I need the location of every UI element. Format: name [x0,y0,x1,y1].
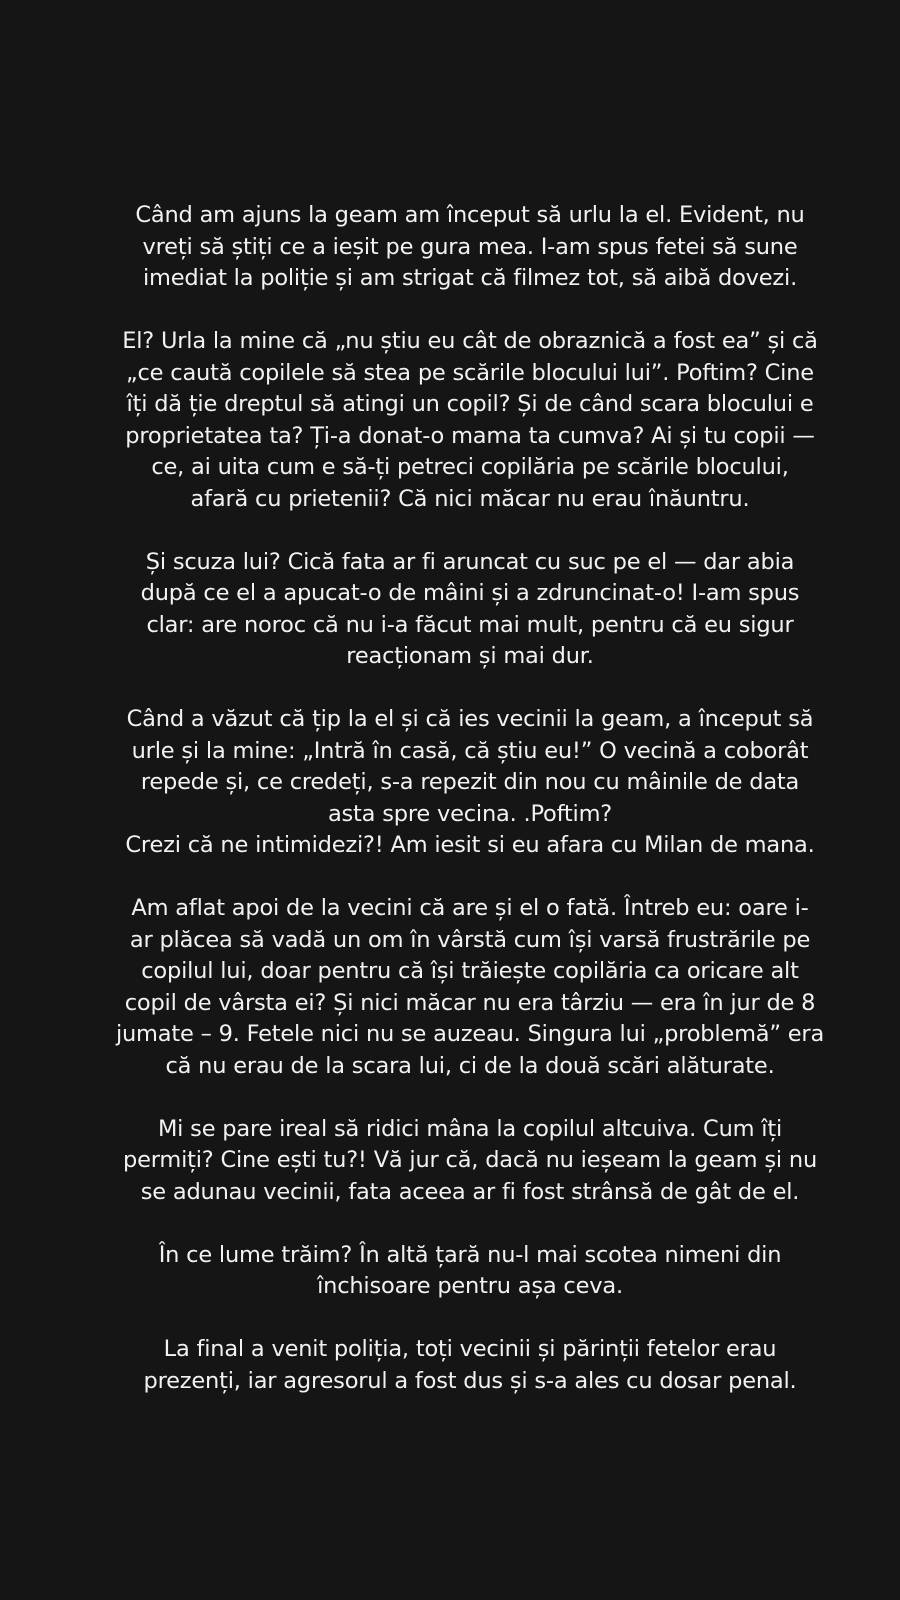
text-line: reacționam și mai dur. [346,643,594,669]
text-line: ce, ai uita cum e să-ți petreci copilăria pe scările blocului, [151,454,789,480]
text-line: clar: are noroc că nu i-a făcut mai mult, pentru că eu sigur [146,611,794,638]
text-line: închisoare pentru așa ceva. [317,1273,623,1299]
text-line: Când am ajuns la geam am început să urlu la el. Evident, nu [135,202,805,228]
paragraph-6 [80,1114,860,1209]
paragraph-7 [80,1240,860,1303]
text-line: Când a văzut că țip la el și că ies vecinii la geam, a început să [126,706,814,732]
paragraph-4 [80,704,860,862]
text-line: vreți să știți ce a ieșit pe gura mea. I-am spus fetei să sune [142,233,798,260]
text-line: ar plăcea să vadă un om în vârstă cum își varsă frustrările pe [129,926,811,953]
text-line: În ce lume trăim? În altă țară nu-l mai scotea nimeni din [158,1241,782,1268]
text-line: El? Urla la mine că „nu știu eu cât de obraznică a fost ea” și că [122,328,818,354]
text-line: jumate – 9. Fetele nici nu se auzeau. Singura lui „problemă” era [115,1021,825,1047]
text-line: copilul lui, doar pentru că își trăiește copilăria ca oricare alt [141,958,799,984]
text-line: se adunau vecinii, fata aceea ar fi fost strânsă de gât de el. [140,1178,800,1205]
text-line: Crezi că ne intimidezi?! Am iesit si eu afara cu Milan de mana. [125,832,815,858]
text-line: proprietatea ta? Ți-a donat-o mama ta cumva? Ai și tu copii — [125,422,815,449]
text-line: prezenți, iar agresorul a fost dus și s-a ales cu dosar penal. [143,1367,797,1394]
text-line: „ce caută copilele să stea pe scările blocului lui”. Poftim? Cine [126,359,814,386]
text-line: La final a venit poliția, toți vecinii și părinții fetelor erau [163,1336,777,1362]
text-line: îți dă ție dreptul să atingi un copil? Și de când scara blocului e [126,391,814,417]
text-line: copil de vârsta ei? Și nici măcar nu era târziu — era în jur de 8 [124,989,816,1016]
text-line: afară cu prietenii? Că nici măcar nu erau înăuntru. [190,485,750,512]
text-line: permiți? Cine ești tu?! Vă jur că, dacă nu ieșeam la geam și nu [122,1147,818,1173]
text-line: urle și la mine: „Intră în casă, că știu eu!” O vecină a coborât [131,737,809,764]
text-line: imediat la poliție și am strigat că filmez tot, să aibă dovezi. [142,265,798,291]
text-line: Și scuza lui? Cică fata ar fi aruncat cu suc pe el — dar abia [145,548,795,575]
story-text [80,200,860,1397]
text-line: după ce el a apucat-o de mâini și a zdruncinat-o! I-am spus [140,580,800,606]
paragraph-3 [80,547,860,673]
paragraph-8 [80,1334,860,1397]
text-line: asta spre vecina. .Poftim? [327,800,613,827]
text-line: Mi se pare ireal să ridici mâna la copilul altcuiva. Cum îți [157,1115,783,1142]
paragraph-1 [80,200,860,295]
text-line: Am aflat apoi de la vecini că are și el o fată. Întreb eu: oare i- [131,895,809,921]
text-line: că nu erau de la scara lui, ci de la două scări alăturate. [165,1052,775,1079]
paragraph-2 [80,326,860,515]
paragraph-5 [80,893,860,1082]
text-line: repede și, ce credeți, s-a repezit din nou cu mâinile de data [140,769,800,795]
